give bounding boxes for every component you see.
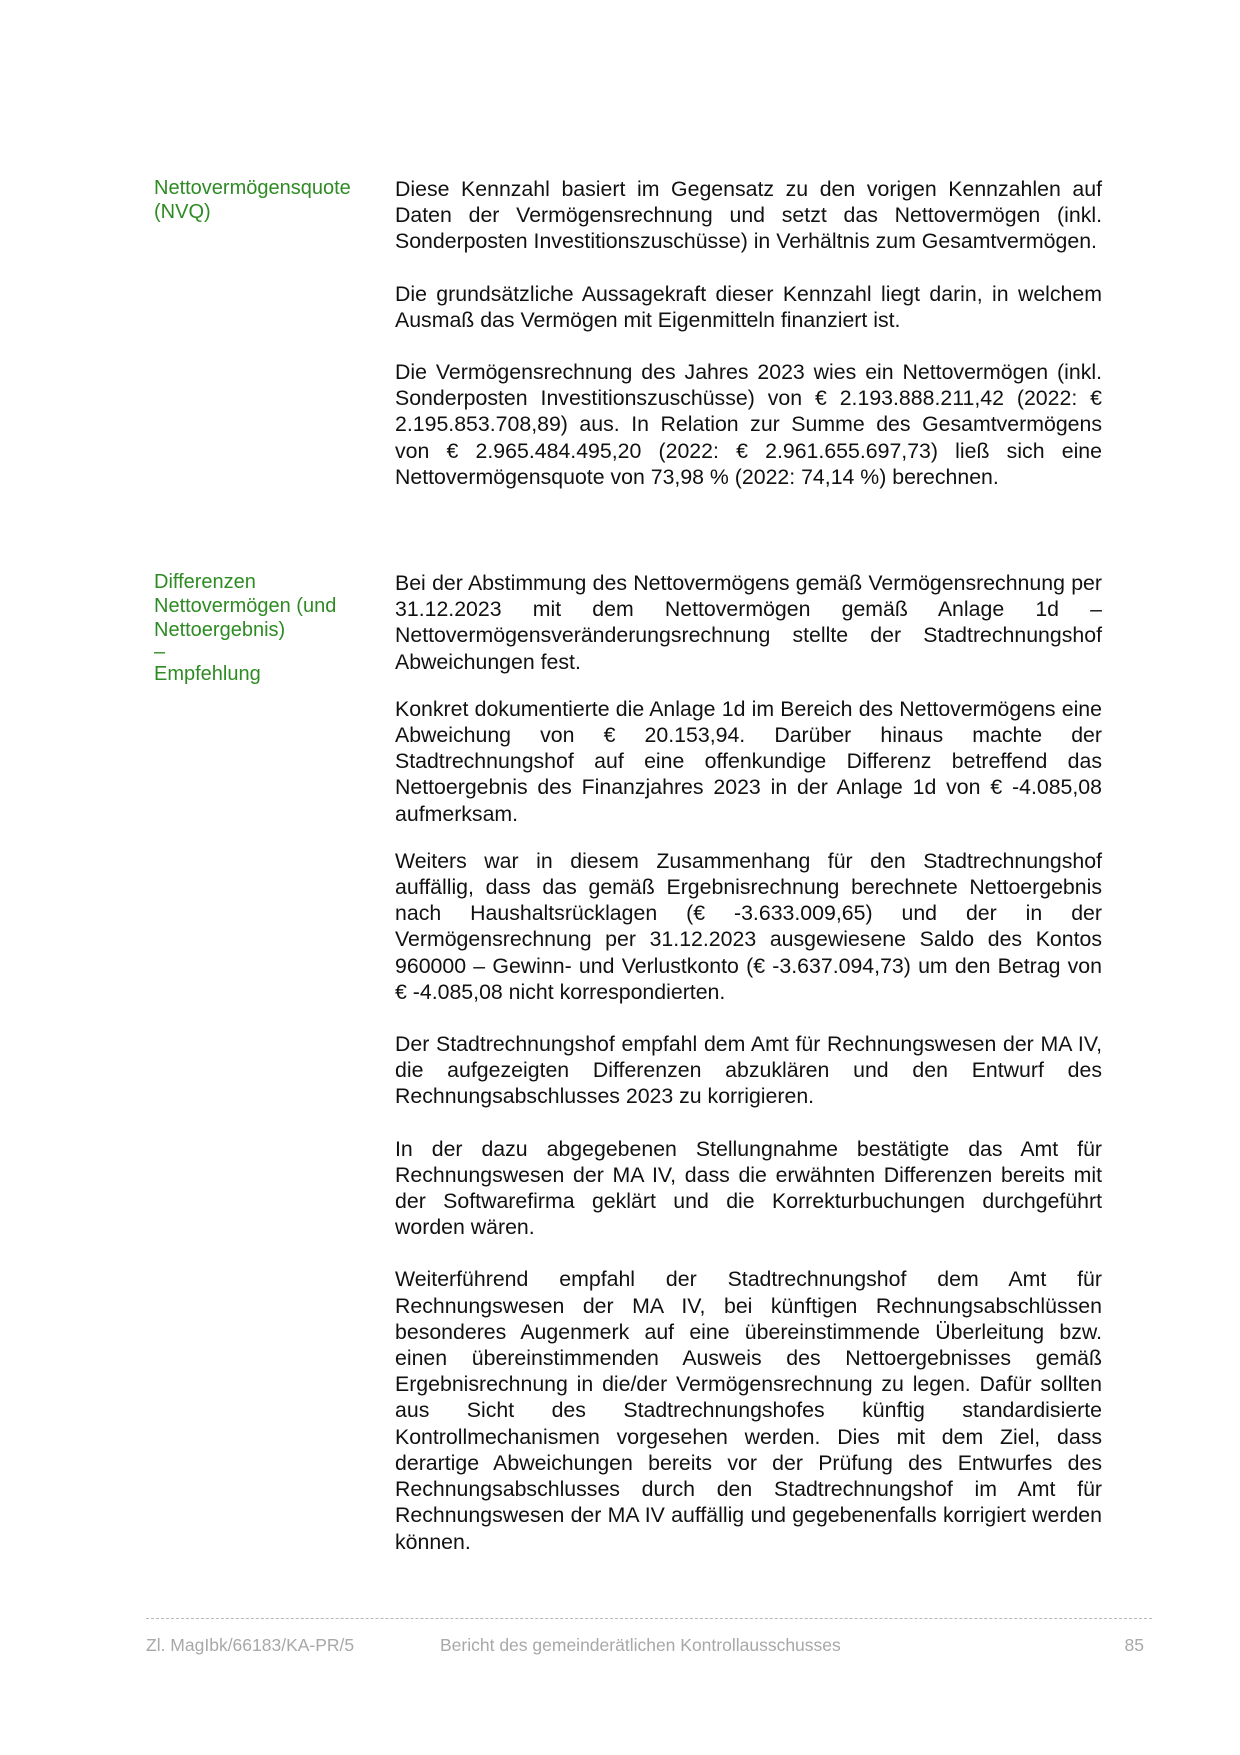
- paragraph: Diese Kennzahl basiert im Gegensatz zu den vorigen Kennzahlen auf Daten der Vermögensrechnung und setzt das Nettovermögen (inkl. Sonderposten Investitionszuschüsse) in Verhältnis zum Gesamtvermögen.: [395, 177, 1102, 254]
- paragraph: Die grundsätzliche Aussagekraft dieser Kennzahl liegt darin, in welchem Ausmaß das Vermögen mit Eigenmitteln finanziert ist.: [395, 281, 1102, 332]
- margin-heading-line: Nettoergebnis): [154, 619, 286, 641]
- page-number: 85: [1124, 1635, 1144, 1655]
- margin-heading-line: Nettovermögensquote: [154, 177, 351, 199]
- body-text-nvq: [395, 176, 1102, 516]
- body-text-differenzen: [395, 570, 1102, 1581]
- page-footer: [146, 1618, 1152, 1655]
- margin-heading-line: Empfehlung: [154, 663, 261, 685]
- paragraph: Bei der Abstimmung des Nettovermögens gemäß Vermögensrechnung per 31.12.2023 mit dem Nettovermögen gemäß Anlage 1d – Nettovermögensveränderungsrechnung stellte der Stadtrechnungshof Abweichungen fest.: [395, 571, 1102, 674]
- margin-heading-differenzen: [154, 570, 384, 686]
- paragraph: Der Stadtrechnungshof empfahl dem Amt für Rechnungswesen der MA IV, die aufgezeigten Differenzen abzuklären und den Entwurf des Rechnungsabschlusses 2023 zu korrigieren.: [395, 1032, 1102, 1109]
- margin-heading-line: –: [154, 641, 166, 663]
- paragraph: Konkret dokumentierte die Anlage 1d im Bereich des Nettovermögens eine Abweichung von € 20.153,94. Darüber hinaus machte der Stadtrechnungshof auf eine offenkundige Differenz betreffend das Nettoergebnis des Finanzjahres 2023 in der Anlage 1d von € -4.085,08 aufmerksam.: [395, 696, 1102, 826]
- paragraph: In der dazu abgegebenen Stellungnahme bestätigte das Amt für Rechnungswesen der MA IV, dass die erwähnten Differenzen bereits mit der Softwarefirma geklärt und die Korrekturbuchungen durchgeführt worden wären.: [395, 1136, 1102, 1240]
- paragraph: Weiters war in diesem Zusammenhang für den Stadtrechnungshof auffällig, dass das gemäß Ergebnisrechnung berechnete Nettoergebnis nach Haushaltsrücklagen (€ -3.633.009,65) und der in der Vermögensrechnung per 31.12.2023 ausgewiesene Saldo des Kontos 960000 – Gewinn- und Verlustkonto (€ -3.637.094,73) um den Betrag von € -4.085,08 nicht korrespondierten.: [395, 848, 1102, 1004]
- paragraph: Weiterführend empfahl der Stadtrechnungshof dem Amt für Rechnungswesen der MA IV, bei künftigen Rechnungsabschlüssen besonderes Augenmerk auf eine übereinstimmende Überleitung bzw. einen übereinstimmenden Ausweis des Nettoergebnisses gemäß Ergebnisrechnung in die/der Vermögensrechnung zu legen. Dafür sollten aus Sicht des Stadtrechnungshofes künftig standardisierte Kontrollmechanismen vorgesehen werden. Dies mit dem Ziel, dass derartige Abweichungen bereits vor der Prüfung des Entwurfes des Rechnungsabschlusses durch den Stadtrechnungshof im Amt für Rechnungswesen der MA IV auffällig und gegebenenfalls korrigiert werden können.: [395, 1267, 1102, 1554]
- margin-heading-line: Nettovermögen (und: [154, 595, 337, 617]
- margin-heading-nvq: [154, 176, 384, 224]
- footer-report-title: Bericht des gemeinderätlichen Kontrollausschusses: [440, 1635, 841, 1655]
- margin-heading-line: Differenzen: [154, 571, 256, 593]
- footer-reference: Zl. MagIbk/66183/KA-PR/5: [146, 1635, 355, 1655]
- margin-heading-line: (NVQ): [154, 201, 211, 223]
- paragraph: Die Vermögensrechnung des Jahres 2023 wies ein Nettovermögen (inkl. Sonderposten Investitionszuschüsse) von € 2.193.888.211,42 (2022: € 2.195.853.708,89) aus. In Relation zur Summe des Gesamtvermögens von € 2.965.484.495,20 (2022: € 2.961.655.697,73) ließ sich eine Nettovermögensquote von 73,98 % (2022: 74,14 %) berechnen.: [395, 360, 1102, 489]
